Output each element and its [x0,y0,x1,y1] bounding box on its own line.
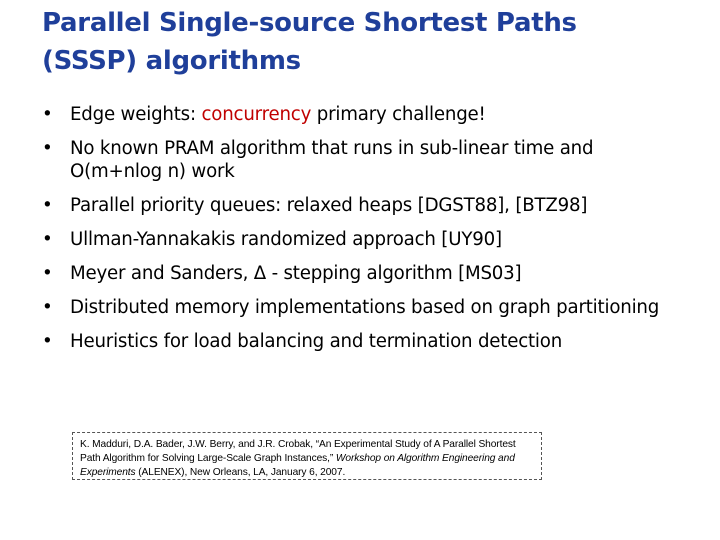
bullet-highlight: concurrency [201,104,312,125]
reference-citation: K. Madduri, D.A. Bader, J.W. Berry, and J.R. Crobak, “An Experimental Study of A Parallel Shortest Path Algorithm for Solving Large-Scale Graph Instances,” [80,439,516,464]
bullet-text-post: primary challenge! [311,104,486,125]
bullet-text: Distributed memory implementations based on graph partitioning [70,296,660,318]
bullet-item [42,331,682,354]
bullet-text: Ullman-Yannakakis randomized approach [UY90] [70,228,502,250]
bullet-item [42,138,682,183]
title-line-1: Parallel Single-source Shortest Paths [42,8,577,38]
bullet-text: Meyer and Sanders, Δ - stepping algorithm [MS03] [70,262,522,284]
bullet-list [42,104,682,365]
bullet-dot: • [42,138,53,159]
bullet-item [42,195,682,218]
bullet-item [42,297,682,320]
bullet-item [42,229,682,252]
bullet-item [42,104,682,127]
bullet-dot: • [42,330,53,352]
bullet-text: No known PRAM algorithm that runs in sub-linear time and O(m+nlog n) work [70,138,594,182]
bullet-text-pre: Edge weights: [70,104,202,125]
bullet-dot: • [42,228,53,250]
reference-details: (ALENEX), New Orleans, LA, January 6, 2007. [135,467,346,478]
bullet-item [42,263,682,286]
bullet-dot: • [42,262,53,284]
reference-venue: Workshop on Algorithm Engineering and Experiments [80,453,515,478]
slide-title [42,4,682,80]
title-line-2: (SSSP) algorithms [42,46,301,76]
bullet-dot: • [42,296,53,318]
reference-box [72,432,542,480]
bullet-text: Parallel priority queues: relaxed heaps [DGST88], [BTZ98] [70,194,588,216]
bullet-dot: • [42,104,53,125]
bullet-text: Heuristics for load balancing and termination detection [70,330,563,352]
bullet-dot: • [42,194,53,216]
